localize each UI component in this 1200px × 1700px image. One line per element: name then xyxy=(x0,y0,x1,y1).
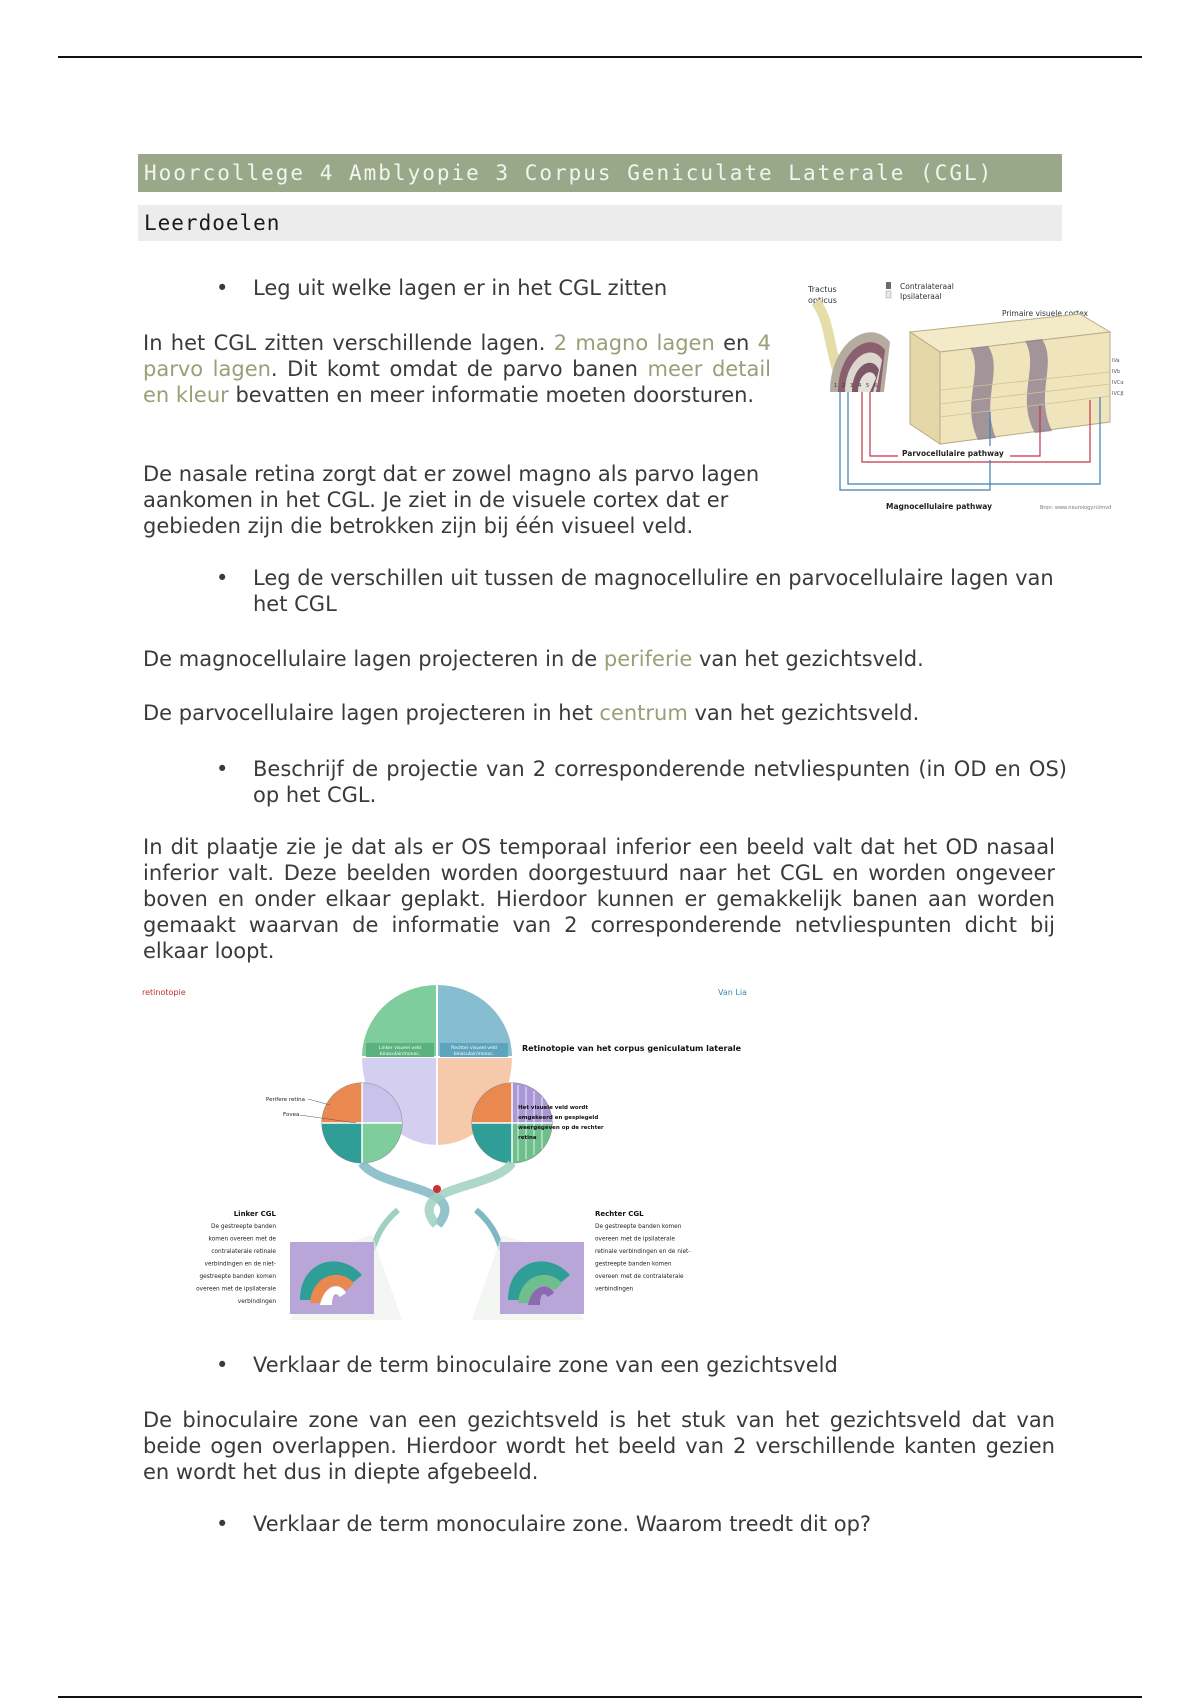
text-span: van het gezichtsveld. xyxy=(687,701,920,725)
right-field-label: Rechter visueel veld xyxy=(451,1046,497,1051)
text-span: De magnocellulaire lagen projecteren in de xyxy=(143,647,604,671)
highlight-text: 2 magno lagen xyxy=(553,331,715,355)
right-cgl-text-line: De gestreepte banden komen xyxy=(595,1224,682,1230)
magno-pathway-label: Magnocellulaire pathway xyxy=(886,502,992,511)
paragraph xyxy=(143,646,1067,672)
text-span: In het CGL zitten verschillende lagen. xyxy=(143,331,554,355)
right-cgl-description xyxy=(595,1224,690,1293)
paragraph: In dit plaatje zie je dat als er OS temporaal inferior een beeld valt dat het OD nasaal inferior valt. Deze beelden worden doorgestuurd naar het CGL en worden ongeveer boven en onder elkaar geplakt. Hierdoor kunnen er gemakkelijk banen aan worden gemaakt waarvan de informatie van 2 corresponderende netvliespunten dicht bij elkaar loopt. xyxy=(143,835,1055,963)
fovea-label: Fovea xyxy=(283,1112,300,1118)
text-span: en xyxy=(714,331,758,355)
right-cgl-image xyxy=(500,1242,584,1314)
left-cgl-title: Linker CGL xyxy=(233,1210,276,1218)
bullet-text: Beschrijf de projectie van 2 corresponderende netvliespunten (in OD en OS) op het CGL. xyxy=(253,757,1067,807)
bullet-text: Leg uit welke lagen er in het CGL zitten xyxy=(253,276,668,300)
right-cgl-text-line: overeen met de ipsilaterale xyxy=(595,1236,675,1243)
left-cgl-text-line: De gestreepte banden xyxy=(211,1224,276,1230)
cortex-label: Primaire visuele cortex xyxy=(1002,309,1088,318)
bullet-dot: • xyxy=(216,566,229,590)
cortex-side-face xyxy=(910,332,940,444)
right-cgl-text-line: verbindingen xyxy=(595,1286,634,1293)
contra-label: Contralateraal xyxy=(900,282,954,291)
highlight-text: 4 parvo lagen xyxy=(143,331,771,381)
optic-tract-right xyxy=(476,1210,502,1250)
bullet-text: Verklaar de term binoculaire zone van een gezichtsveld xyxy=(253,1353,838,1377)
highlight-text: meer detail en kleur xyxy=(143,357,771,407)
ipsi-label: Ipsilateraal xyxy=(900,292,942,301)
bullet-dot: • xyxy=(216,1353,229,1377)
paragraph: De nasale retina zorgt dat er zowel magno als parvo lagen aankomen in het CGL. Je ziet in de visuele cortex dat er gebieden zijn die betrokken zijn bij één visueel veld. xyxy=(143,462,760,538)
eye-quadrant xyxy=(472,1123,512,1163)
cortex-front-face xyxy=(940,332,1110,444)
optic-tract-left xyxy=(372,1210,398,1250)
left-eye xyxy=(322,1083,402,1163)
cgl-layer-number: 6 xyxy=(874,383,878,389)
paragraph xyxy=(143,700,1067,726)
cgl-layer-number: 2 xyxy=(842,383,846,389)
left-field-label: Linker visueel veld xyxy=(379,1046,421,1051)
cgl-layer-number: 3 xyxy=(850,383,854,389)
left-cgl-text-line: contralaterale retinale xyxy=(211,1249,276,1255)
ipsi-legend-swatch xyxy=(886,291,891,298)
bullet-text: Verklaar de term monoculaire zone. Waarom treedt dit op? xyxy=(253,1512,872,1536)
perifere-label: Perifere retina xyxy=(266,1097,305,1103)
eye-quadrant xyxy=(322,1083,362,1123)
left-field-label2: binoculair/monoc. xyxy=(379,1052,421,1057)
eye-quadrant xyxy=(362,1123,402,1163)
bullet-dot: • xyxy=(216,1512,229,1536)
highlight-text: centrum xyxy=(599,701,688,725)
section-heading: Leerdoelen xyxy=(138,205,1062,241)
text-span: bevatten en meer informatie moeten doorsturen. xyxy=(228,383,755,407)
bullet-text: Leg de verschillen uit tussen de magnocellulire en parvocellulaire lagen van het CGL xyxy=(253,566,1054,616)
highlight-text: periferie xyxy=(603,647,693,671)
pointer-line xyxy=(308,1099,330,1105)
text-span: van het gezichtsveld. xyxy=(692,647,924,671)
tractus-label: Tractus xyxy=(808,285,837,294)
chiasm-marker xyxy=(433,1185,441,1193)
page-title: Hoorcollege 4 Amblyopie 3 Corpus Geniculate Laterale (CGL) xyxy=(138,154,1062,192)
field-note-line: omgekeerd en gespiegeld xyxy=(518,1115,599,1121)
figure-title: Retinotopie van het corpus geniculatum laterale xyxy=(522,1044,742,1053)
right-cgl-title: Rechter CGL xyxy=(595,1210,644,1218)
right-cgl-text-line: retinale verbindingen en de niet- xyxy=(595,1249,691,1255)
cgl-layer-number: 4 xyxy=(858,383,862,389)
field-note-line: retina xyxy=(518,1135,537,1141)
right-cgl-text-line: gestreepte banden komen xyxy=(595,1261,672,1268)
field-note-line: weergegeven op de rechter xyxy=(518,1125,604,1131)
paragraph xyxy=(143,330,771,408)
right-cgl-text-line: overeen met de contralaterale xyxy=(595,1274,684,1280)
left-cgl-text-line: overeen met de ipsilaterale xyxy=(196,1286,276,1293)
right-field-label2: binoculair/monoc. xyxy=(453,1052,495,1057)
left-cgl-text-line: komen overeen met de xyxy=(208,1236,276,1243)
bottom-rule xyxy=(58,1696,1142,1698)
contra-legend-swatch xyxy=(886,282,891,289)
left-cgl-image xyxy=(290,1242,374,1314)
right-eye xyxy=(472,1083,552,1163)
left-cgl-description xyxy=(196,1224,276,1305)
paragraph: De binoculaire zone van een gezichtsveld is het stuk van het gezichtsveld dat van beide ogen overlappen. Hierdoor wordt het beeld van 2 verschillende kanten gezien en wordt het dus in diepte afgebeeld. xyxy=(143,1408,1055,1484)
optic-tract-shape xyxy=(816,302,838,372)
field-note-line: Het visuele veld wordt xyxy=(518,1105,588,1111)
cgl-layer-number: 5 xyxy=(866,383,870,389)
text-span: De parvocellulaire lagen projecteren in het xyxy=(143,701,600,725)
text-span: . Dit komt omdat de parvo banen xyxy=(270,357,648,381)
parvo-pathway-label: Parvocellulaire pathway xyxy=(902,449,1004,458)
left-cgl-text-line: verbindingen en de niet- xyxy=(204,1261,276,1268)
cgl-layer-number: 1 xyxy=(834,383,838,389)
cortex-layer-label: IVCα xyxy=(1112,380,1124,386)
eye-quadrant xyxy=(322,1123,362,1163)
retinotopy-figure xyxy=(140,985,760,1320)
cgl-pathway-figure xyxy=(790,272,1130,514)
cortex-layer-label: IVb xyxy=(1112,369,1121,375)
opticus-label: opticus xyxy=(808,296,837,305)
cortex-layer-label: IVCβ xyxy=(1112,391,1124,397)
cortex-layer-labels xyxy=(1112,358,1124,397)
bullet-dot: • xyxy=(216,757,229,781)
left-cgl-text-line: verbindingen xyxy=(237,1299,276,1305)
bullet-dot: • xyxy=(216,276,229,300)
figure-credit: Bron: www.neurology.nl/mvd xyxy=(1040,505,1112,511)
figure-tag-left: retinotopie xyxy=(142,988,186,997)
cortex-layer-label: IVa xyxy=(1112,358,1120,364)
figure-tag-right: Van Lia xyxy=(718,988,747,997)
left-cgl-text-line: gestreepte banden komen xyxy=(199,1274,276,1280)
top-rule xyxy=(58,56,1142,58)
